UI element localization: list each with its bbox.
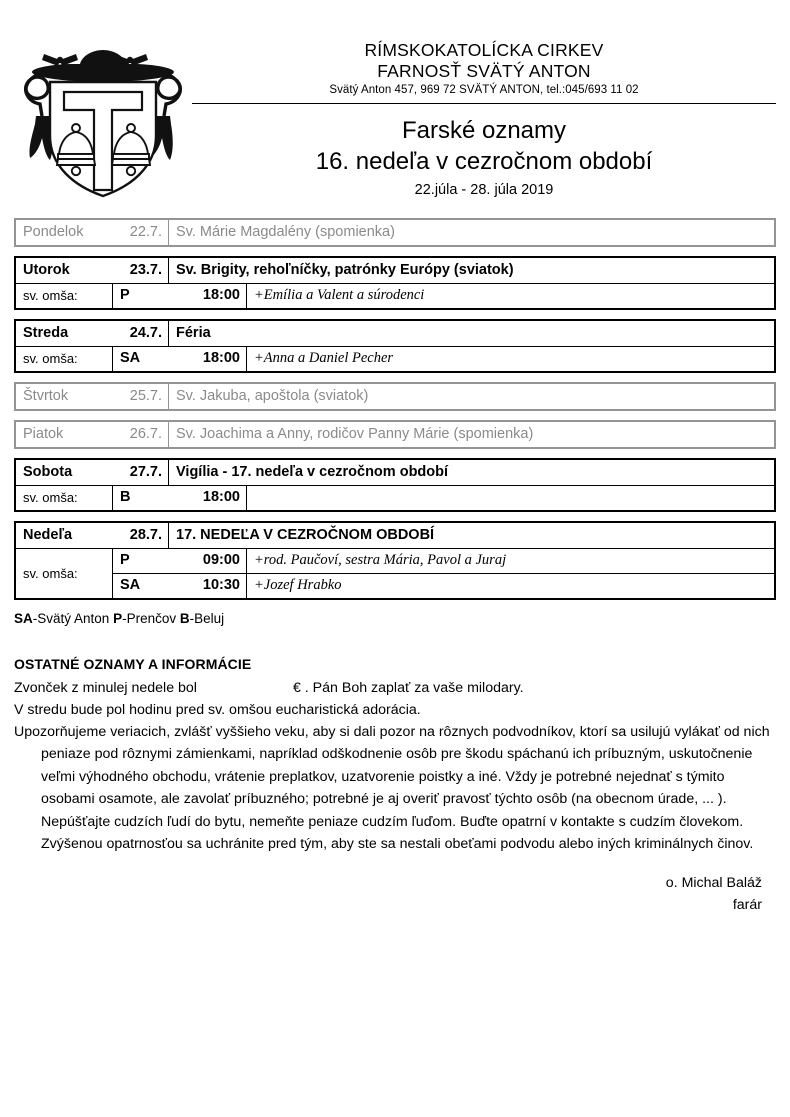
legend-text-p: -Prenčov	[122, 611, 180, 626]
mass-intention-cell: +Anna a Daniel Pecher	[246, 347, 774, 371]
mass-intention-cell: +Emília a Valent a súrodenci	[246, 284, 774, 308]
mass-time-cell: 10:30	[202, 577, 240, 593]
day-date-cell: 24.7.	[129, 325, 162, 341]
feast-cell: Vigília - 17. nedeľa v cezročnom období	[168, 460, 774, 485]
day-block-stvrtok	[14, 382, 776, 411]
header-text-block	[192, 24, 776, 201]
legend-text-b: -Beluj	[189, 611, 225, 626]
collection-text-before: Zvonček z minulej nedele bol	[14, 680, 197, 696]
signature-role: farár	[732, 897, 762, 913]
day-block-pondelok	[14, 218, 776, 247]
legend-text-sa: -Svätý Anton	[32, 611, 114, 626]
mass-label-cell: sv. omša:	[23, 351, 78, 366]
table-row	[16, 384, 774, 409]
announcement-fraud-warning: Upozorňujeme veriacich, zvlášť vyššieho veku, aby si dali pozor na rôznych podvodníkov, ktorí sa usilujú vylákať od nich peniaze pod rôznymi zámienkami, napríklad odškodnenie osôb pre škodu spáchanú ich príbuzným, uskutočnenie veľmi výhodného obchodu, vrátenie preplatkov, uzatvorenie poistky a iné. Vždy je potrebné nejednať s týmito osobami osamote, ale zavolať príbuzného; potrebné je aj overiť pravosť týchto osôb (na obecnom úrade, ... ). Nepúšťajte cudzích ľudí do bytu, nemeňte peniaze cudzím ľuďom. Buďte opatrní v kontakte s cudzím človekom. Zvýšenou opatrnosťou sa uchránite pred tým, aby ste sa nestali obeťami podvodu alebo iných kriminálnych činov.	[14, 724, 770, 853]
table-row	[16, 523, 774, 548]
day-name-cell: Streda	[23, 325, 69, 341]
page-title: Farské oznamy	[401, 117, 567, 144]
weekly-schedule-table	[14, 218, 776, 600]
announcements-section	[14, 653, 776, 855]
table-row	[16, 460, 774, 485]
mass-place-cell: B	[112, 486, 190, 510]
table-row	[112, 573, 774, 598]
day-block-sobota	[14, 458, 776, 512]
header-divider	[192, 103, 776, 104]
day-name-cell: Piatok	[23, 426, 64, 442]
table-row	[16, 258, 774, 283]
table-row-group-masses	[16, 548, 774, 598]
legend-abbr-b: B	[179, 611, 190, 626]
parish-coat-of-arms-icon	[14, 24, 192, 204]
organization-name-line1: RÍMSKOKATOLÍCKA CIRKEV	[364, 40, 604, 60]
feast-cell: Féria	[168, 321, 774, 346]
mass-label-cell: sv. omša:	[23, 288, 78, 303]
day-block-nedela	[14, 521, 776, 600]
announcement-collection-line	[14, 678, 776, 700]
mass-time-cell: 18:00	[202, 489, 240, 505]
day-name-cell: Utorok	[23, 262, 70, 278]
table-row	[16, 485, 774, 510]
day-date-cell: 26.7.	[129, 426, 162, 442]
mass-place-cell: P	[112, 284, 190, 308]
page-subtitle: 16. nedeľa v cezročnom období	[315, 148, 653, 175]
mass-time-cell: 18:00	[202, 287, 240, 303]
feast-cell: Sv. Márie Magdalény (spomienka)	[168, 220, 774, 245]
feast-cell: Sv. Jakuba, apoštola (sviatok)	[168, 384, 774, 409]
mass-label-cell-merged: sv. omša:	[23, 565, 78, 581]
table-row	[16, 422, 774, 447]
signature-block	[666, 872, 762, 916]
date-range: 22.júla - 28. júla 2019	[414, 182, 554, 198]
collection-text-after: € . Pán Boh zaplať za vaše milodary.	[292, 680, 524, 696]
feast-cell: 17. NEDEĽA V CEZROČNOM OBDOBÍ	[168, 523, 774, 548]
parish-contact-line: Svätý Anton 457, 969 72 SVÄTÝ ANTON, tel.:045/693 11 02	[329, 84, 639, 96]
mass-place-cell: SA	[112, 574, 190, 598]
announcement-adoration-line: V stredu bude pol hodinu pred sv. omšou eucharistická adorácia.	[14, 701, 421, 718]
day-name-cell: Štvrtok	[23, 388, 69, 404]
day-date-cell: 27.7.	[129, 464, 162, 480]
mass-place-cell: P	[112, 549, 190, 573]
organization-name-line2: FARNOSŤ SVÄTÝ ANTON	[377, 61, 591, 81]
mass-time-cell: 09:00	[202, 552, 240, 568]
table-row	[16, 283, 774, 308]
day-date-cell: 28.7.	[129, 527, 162, 543]
day-date-cell: 25.7.	[129, 388, 162, 404]
day-date-cell: 22.7.	[129, 224, 162, 240]
day-block-utorok	[14, 256, 776, 310]
mass-intention-cell: +rod. Paučoví, sestra Mária, Pavol a Juraj	[246, 549, 774, 573]
day-name-cell: Nedeľa	[23, 527, 73, 543]
feast-cell: Sv. Brigity, rehoľníčky, patrónky Európy (sviatok)	[168, 258, 774, 283]
day-date-cell: 23.7.	[129, 262, 162, 278]
document-header	[0, 0, 790, 204]
table-row	[16, 321, 774, 346]
abbreviation-legend	[14, 609, 776, 629]
table-row	[112, 549, 774, 573]
legend-abbr-p: P	[113, 611, 123, 626]
mass-time-cell: 18:00	[202, 350, 240, 366]
day-name-cell: Sobota	[23, 464, 73, 480]
day-name-cell: Pondelok	[23, 224, 84, 240]
table-row	[16, 220, 774, 245]
mass-place-cell: SA	[112, 347, 190, 371]
mass-label-cell: sv. omša:	[23, 490, 78, 505]
feast-cell: Sv. Joachima a Anny, rodičov Panny Márie (spomienka)	[168, 422, 774, 447]
mass-intention-cell	[246, 486, 774, 510]
signature-name: o. Michal Baláž	[665, 875, 762, 891]
legend-abbr-sa: SA	[14, 611, 33, 626]
day-block-piatok	[14, 420, 776, 449]
mass-intention-cell: +Jozef Hrabko	[246, 574, 774, 598]
day-block-streda	[14, 319, 776, 373]
announcements-heading: OSTATNÉ OZNAMY A INFORMÁCIE	[14, 656, 252, 672]
table-row	[16, 346, 774, 371]
